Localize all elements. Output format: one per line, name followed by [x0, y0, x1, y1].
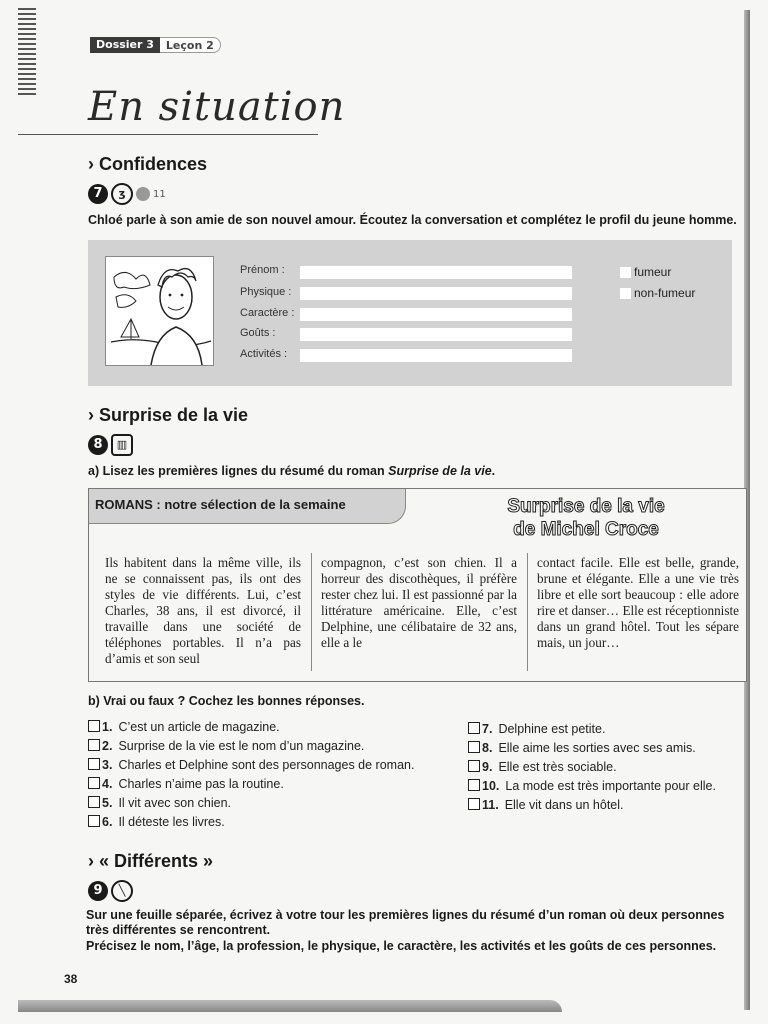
item-number: 10. — [482, 779, 500, 793]
item-text: La mode est très importante pour elle. — [505, 779, 716, 793]
exercise-number: 7 — [88, 184, 108, 204]
item-text: Surprise de la vie est le nom d’un magazine. — [118, 739, 365, 753]
item-number: 6. — [102, 815, 113, 829]
checkbox[interactable] — [468, 741, 480, 753]
non-fumeur-checkbox[interactable] — [620, 288, 631, 299]
physique-input[interactable] — [300, 287, 572, 300]
item-text: Charles et Delphine sont des personnages de roman. — [118, 758, 415, 772]
binding-marks — [18, 8, 36, 100]
column-divider — [527, 553, 528, 671]
field-label-prenom: Prénom : — [240, 264, 285, 276]
list-item[interactable] — [88, 758, 414, 776]
exercise-9-markers — [88, 880, 133, 902]
lesson-tab — [90, 37, 221, 53]
page-number: 38 — [64, 972, 78, 986]
item-number: 5. — [102, 796, 113, 810]
checkbox[interactable] — [468, 722, 480, 734]
instruction-a-end: . — [491, 464, 496, 478]
item-text: Elle vit dans un hôtel. — [504, 798, 624, 812]
checkbox[interactable] — [88, 815, 100, 827]
instruction-a-text: Lisez les premières lignes du résumé du roman — [102, 464, 389, 478]
fumeur-checkbox[interactable] — [620, 267, 631, 278]
field-label-activites: Activités : — [240, 348, 288, 360]
instruction-write-2: Précisez le nom, l’âge, la profession, le physique, le caractère, les activités et les goûts de ces personnes. — [86, 939, 717, 953]
romans-label: ROMANS : notre sélection de la semaine — [95, 497, 346, 512]
profile-form — [88, 240, 732, 386]
lecon-label: Leçon 2 — [160, 37, 221, 53]
exercise-number: 8 — [88, 435, 108, 455]
track-number: 11 — [153, 188, 166, 200]
romans-tab — [89, 489, 406, 524]
caractere-input[interactable] — [300, 308, 572, 321]
book-author-line: de Michel Croce — [513, 519, 659, 540]
field-label-gouts: Goûts : — [240, 327, 276, 339]
item-number: 7. — [482, 722, 493, 736]
item-text: Charles n’aime pas la routine. — [118, 777, 284, 791]
summary-column-3: contact facile. Elle est belle, grande, brune et élégante. Elle a une vie très libre et elle sort beaucoup : elle adore rire et danser… Elle est réceptionniste dans un grand hôtel. Tout les sépare mais, un jour… — [537, 555, 739, 650]
book-icon: ▥ — [111, 434, 133, 456]
checkbox[interactable] — [88, 720, 100, 732]
checkbox[interactable] — [88, 758, 100, 770]
instruction-a-book-title: Surprise de la vie — [388, 464, 492, 478]
checkbox[interactable] — [88, 739, 100, 751]
exercise-number: 9 — [88, 881, 108, 901]
list-item[interactable] — [468, 722, 605, 740]
checkbox[interactable] — [468, 760, 480, 772]
list-item[interactable] — [468, 779, 716, 797]
column-divider — [311, 553, 312, 671]
item-text: Elle aime les sorties avec ses amis. — [498, 741, 696, 755]
exercise-7-markers — [88, 183, 166, 205]
instruction-a — [88, 464, 495, 478]
activites-input[interactable] — [300, 349, 572, 362]
section-heading-surprise: › Surprise de la vie — [88, 405, 249, 425]
item-number: 9. — [482, 760, 493, 774]
field-label-caractere: Caractère : — [240, 307, 295, 319]
fumeur-label: fumeur — [634, 265, 672, 279]
page-title: En situation — [88, 84, 346, 130]
checkbox[interactable] — [468, 779, 480, 791]
item-number: 4. — [102, 777, 113, 791]
dossier-label: Dossier 3 — [90, 37, 160, 53]
list-item[interactable] — [88, 720, 280, 738]
list-item[interactable] — [88, 739, 364, 757]
item-text: C’est un article de magazine. — [118, 720, 280, 734]
pencil-icon: ╲ — [111, 880, 133, 902]
footer-bar — [18, 1000, 562, 1012]
summary-column-1: Ils habitent dans la même ville, ils ne se connaissent pas, ils ont des styles de vie différents. Lui, c’est Charles, 38 ans, il est divorcé, il travaille dans une société de téléphones portables. Il n’a pas d’amis et son seul — [105, 555, 301, 666]
novel-summary-box — [88, 488, 747, 682]
item-text: Il déteste les livres. — [118, 815, 225, 829]
instruction-a-letter: a) — [88, 464, 103, 478]
cd-icon — [136, 187, 150, 201]
item-number: 1. — [102, 720, 113, 734]
book-title — [441, 495, 731, 541]
gouts-input[interactable] — [300, 328, 572, 341]
item-number: 8. — [482, 741, 493, 755]
item-text: Elle est très sociable. — [498, 760, 617, 774]
list-item[interactable] — [468, 760, 617, 778]
checkbox[interactable] — [88, 777, 100, 789]
book-title-line-1: Surprise de la vie — [507, 496, 665, 517]
title-underline — [18, 134, 318, 135]
item-number: 2. — [102, 739, 113, 753]
item-text: Delphine est petite. — [498, 722, 606, 736]
list-item[interactable] — [88, 777, 284, 795]
exercise-8-markers — [88, 434, 133, 456]
item-number: 11. — [482, 798, 499, 812]
checkbox[interactable] — [468, 798, 480, 810]
list-item[interactable] — [88, 796, 231, 814]
young-man-illustration — [105, 256, 214, 366]
section-heading-differents: › « Différents » — [88, 851, 214, 871]
list-item[interactable] — [468, 741, 696, 759]
instruction-b: b) Vrai ou faux ? Cochez les bonnes réponses. — [88, 694, 365, 708]
instruction-confidences: Chloé parle à son amie de son nouvel amour. Écoutez la conversation et complétez le profil du jeune homme. — [88, 213, 737, 227]
instruction-write-1: Sur une feuille séparée, écrivez à votre tour les premières lignes du résumé d’un roman où deux personnes très différentes se rencontrent. — [86, 908, 725, 937]
non-fumeur-label: non-fumeur — [634, 286, 696, 300]
prenom-input[interactable] — [300, 266, 572, 279]
item-text: Il vit avec son chien. — [118, 796, 231, 810]
checkbox[interactable] — [88, 796, 100, 808]
list-item[interactable] — [468, 798, 624, 816]
list-item[interactable] — [88, 815, 225, 833]
item-number: 3. — [102, 758, 113, 772]
summary-column-2: compagnon, c’est son chien. Il a horreur des discothèques, il préfère rester chez lui. Il est passionné par la littérature américaine. Elle, c’est Delphine, une célibataire de 32 ans, elle a le — [321, 555, 517, 650]
section-heading-confidences: › Confidences — [88, 154, 208, 174]
field-label-physique: Physique : — [240, 286, 292, 298]
ear-icon: ʒ — [111, 183, 133, 205]
